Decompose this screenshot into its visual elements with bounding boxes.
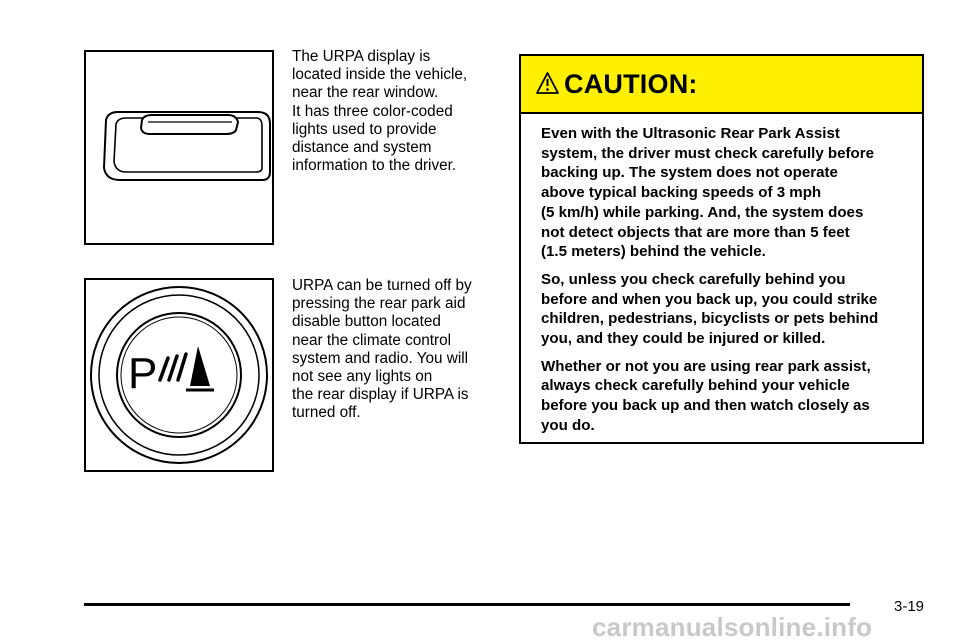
caution-header [521,56,922,114]
caution-body [521,114,922,436]
caution-title: CAUTION: [564,68,698,99]
urpa-display-illustration [86,52,272,243]
park-aid-button-figure [84,278,274,472]
urpa-display-figure [84,50,274,245]
caution-paragraph: So, unless you check carefully behind you before and when you back up, you could strike children, pedestrians, bicyclists or pets behind you, and they could be injured or killed. [541,270,879,348]
park-aid-disable-button-illustration [86,280,272,470]
display-location-paragraph: The URPA display is located inside the vehicle, near the rear window. It has three color-coded lights used to provide distance and system information to the driver. [292,48,468,175]
footer-rule [84,603,850,606]
watermark: carmanualsonline.info [592,612,873,642]
warning-triangle-icon [535,71,560,95]
disable-button-paragraph: URPA can be turned off by pressing the rear park aid disable button located near the climate control system and radio. You will not see any lights on the rear display if URPA is turned off. [292,277,472,422]
caution-paragraph: Whether or not you are using rear park assist, always check carefully behind your vehicle before you back up and then watch closely as you do. [541,357,871,434]
page-number: 3-19 [894,598,925,615]
button-glyph-p: P [128,349,158,398]
caution-box [519,54,924,444]
caution-paragraph: Even with the Ultrasonic Rear Park Assist system, the driver must check carefully before backing up. The system does not operate above typical backing speeds of 3 mph (5 km/h) while parking. And, the system does not detect objects that are more than 5 feet (1.5 meters) behind the vehicle. [541,125,875,261]
